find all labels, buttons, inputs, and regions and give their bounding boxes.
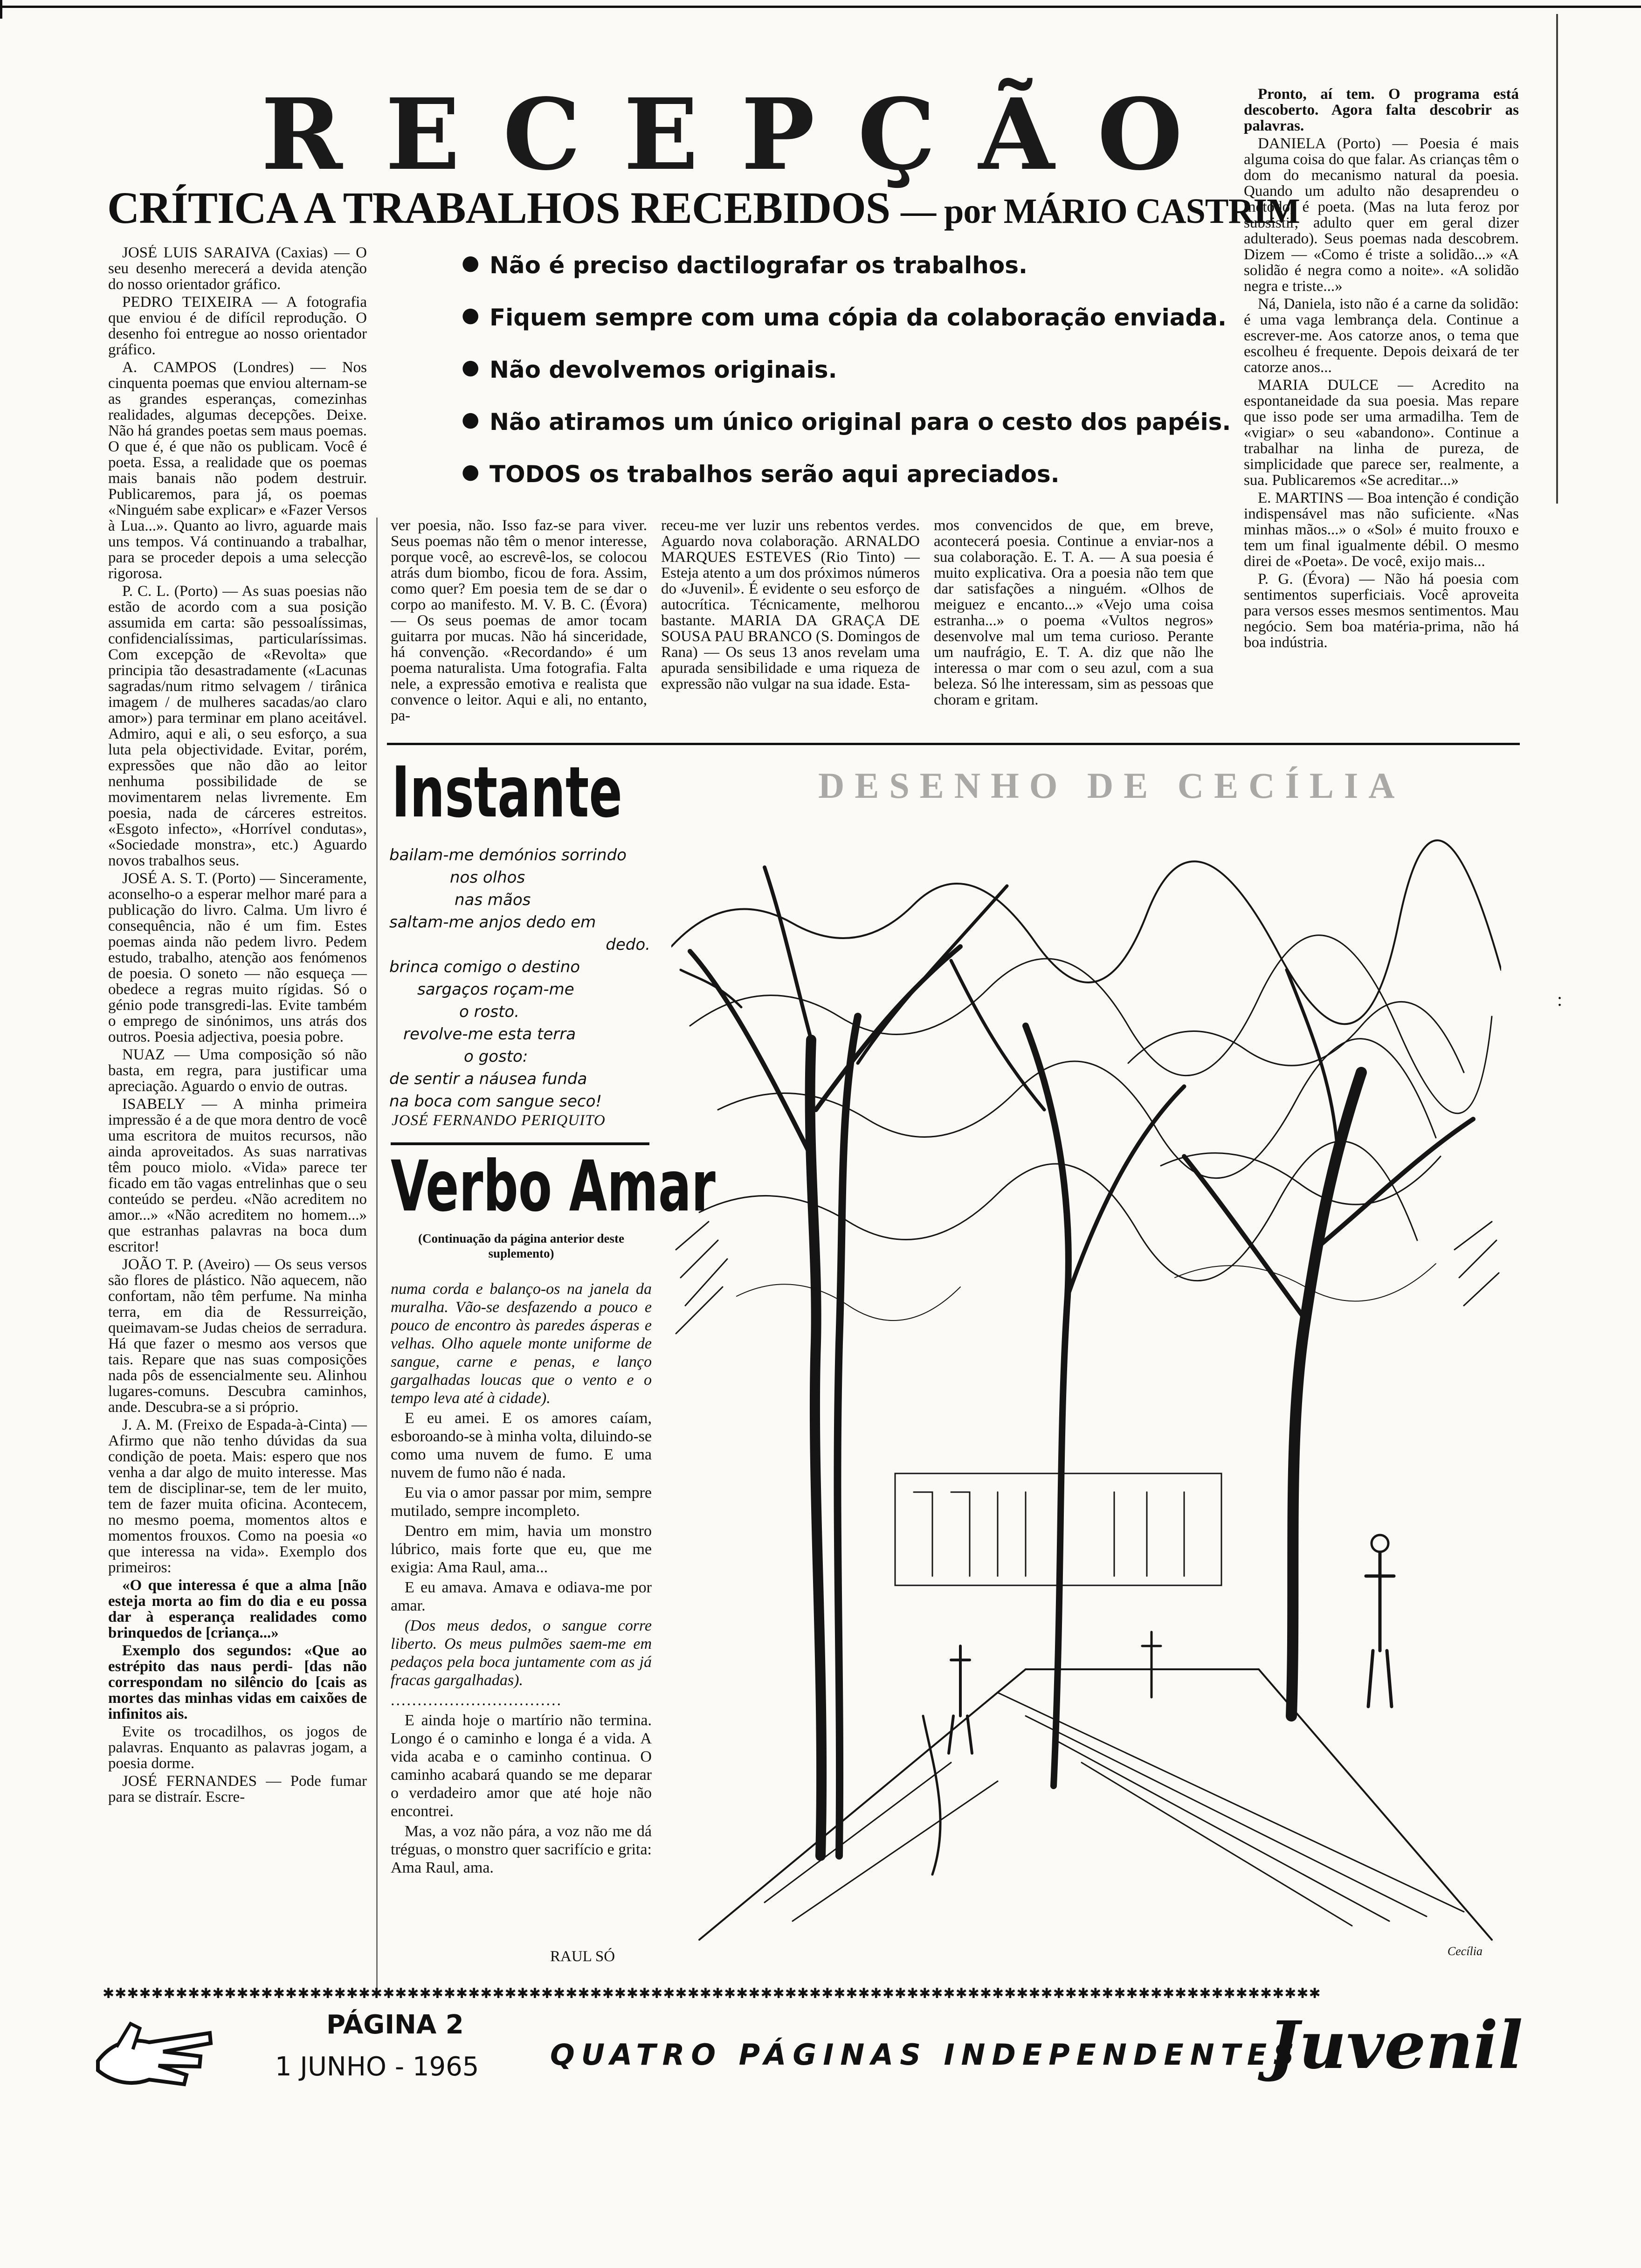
critique-entry: PEDRO TEIXEIRA — A fotografia que enviou é de difícil reprodução. O desenho foi entregue ao nosso orientador gráfico.: [108, 294, 367, 358]
poem-line: nos olhos: [450, 868, 525, 887]
pointing-hand-icon: [93, 2005, 219, 2098]
poem-line: de sentir a náusea funda: [389, 1070, 587, 1088]
verbo-text: [391, 1280, 652, 1961]
critique-entry: P. C. L. (Porto) — As suas poesias não estão de acordo com a sua posição assumida em carta: são pessoalíssimas, confidencialíssimas, particularíssimas. Com excepção de «Revolta» que principia tão desastradamente («Lacunas sagradas/num ritmo selvagem / tirânica imagem / de mulheres sacadas/ao claro amor») para terminar em plano aceitável. Admiro, aqui e ali, o seu esforço, a sua luta pela objectividade. Evitar, porém, expressões que não dão ao leitor nenhuma possibilidade de se movimentarem nelas livremente. Em poesia, nada de cárceres estreitos. «Esgoto infecto», «Horrível condutas», «Sociedade monstra», etc.) Aguardo novos trabalhos seus.: [108, 583, 367, 869]
page-number: PÁGINA 2: [326, 2010, 464, 2040]
critique-entry: A. CAMPOS (Londres) — Nos cinquenta poemas que enviou alternam-se as grandes esperanças, comezinhas realidades, algumas decepções. Deixe. Não há grandes poetas sem maus poemas. O que é, é que não os publicam. Você é poeta. Essa, a realidade que os poemas mais banais não podem destruir. Publicaremos, para já, os poemas «Ninguém sabe explicar» e «Fazer Versos à Lua...». Quanto ao livro, aguarde mais uns tempos. Vá continuando a trabalhar, para se proceder depois a uma selecção rigorosa.: [108, 359, 367, 582]
verbo-para: Eu via o amor passar por mim, sempre mutilado, sempre incompleto.: [391, 1484, 652, 1520]
verbo-para: E eu amei. E os amores caíam, esboroando-se à minha volta, diluindo-se como uma nuvem de fumo. E uma nuvem de fumo não é nada.: [391, 1410, 652, 1481]
poem-line: bailam-me demónios sorrindo: [389, 846, 627, 864]
verbo-para: numa corda e balanço-os na janela da muralha. Vão-se desfazendo a pouco e pouco de encontro às paredes ásperas e velhas. Olho aquele monte uniforme de sangue, carne e penas, e lanço gargalhadas loucas que o vento e o tempo leva até à cidade).: [391, 1280, 652, 1407]
critique-entry: E. MARTINS — Boa intenção é condição indispensável mas não suficiente. «Nas minhas mãos...» o «Sol» é muito frouxo e tem um final igualmente débil. O mesmo direi de «Poeta». De você, exijo mais...: [1244, 490, 1519, 570]
section-rule: [387, 743, 1520, 745]
critique-column-4: [934, 518, 1214, 737]
critique-entry: DANIELA (Porto) — Poesia é mais alguma coisa do que falar. As crianças têm o dom do mecanismo natural da poesia. Quando um adulto não desaprendeu o método, é poeta. (Mas na luta feroz por subsistir, adulto quer em geral dizer adulterado). Seus poemas nada descobrem. Dizem — «Como é triste a solidão...» «A solidão é negra como a noite». «A solidão negra e triste...»: [1244, 135, 1519, 295]
poem-line: o rosto.: [459, 1003, 520, 1021]
top-left-mark: [0, 0, 2, 19]
verbo-dots: ................................: [391, 1692, 562, 1709]
verbo-title: Verbo Amar: [391, 1146, 716, 1227]
critique-column-2: [391, 518, 647, 737]
poem-line: brinca comigo o destino: [389, 958, 580, 976]
critique-entry: mos convencidos de que, em breve, acontecerá poesia. Continue a enviar-nos a sua colaboração. E. T. A. — A sua poesia é muito explicativa. Ora a poesia não tem que dar satisfações a ninguém. «Olhos de meiguez e encanto...» «Vejo uma coisa estranha...» o poema «Vultos negros» desenvolve mal um tema curioso. Perante um naufrágio, E. T. A. diz que não lhe interessa o mar com o seu azul, com a sua beleza. Só lhe interessam, sim as pessoas que choram e gritam.: [934, 518, 1214, 708]
rule-item: ● Não é preciso dactilografar os trabalhos.: [462, 252, 1254, 279]
top-rule: [0, 6, 1641, 8]
tree-sketch-image: [671, 830, 1501, 1968]
verbo-para: E ainda hoje o martírio não termina. Longo é o caminho e longa é a vida. A vida acaba e o caminho continua. O caminho acabará quando se me deparar o verdadeiro amor que até hoje não encontrei.: [391, 1712, 652, 1820]
critique-entry: JOSÉ LUIS SARAIVA (Caxias) — O seu desenho merecerá a devida atenção do nosso orientador gráfico.: [108, 245, 367, 293]
critique-entry: Pronto, aí tem. O programa está descoberto. Agora falta descobrir as palavras.: [1244, 86, 1519, 134]
poem-quote: «O que interessa é que a alma [não esteja morta ao fim do dia e eu possa dar à esperança realidades como brinquedos de [criança...»: [108, 1577, 367, 1641]
poem-line: revolve-me esta terra: [403, 1025, 576, 1044]
poem-line: saltam-me anjos dedo em: [389, 913, 596, 932]
rule-item: ● Não atiramos um único original para o cesto dos papéis.: [462, 408, 1254, 436]
drawing-signature: Cecília: [1447, 1944, 1482, 1958]
critique-column-3: [661, 518, 920, 737]
critique-column-1: [108, 245, 367, 1984]
critique-entry: JOÃO T. P. (Aveiro) — Os seus versos são flores de plástico. Não aquecem, não confortam, não têm perfume. Na minha terra, em dia de Ressurreição, queimavam-se Judas cheios de serradura. Há que fazer o mesmo aos versos que tais. Repare que nas suas composições nada pôs de essencialmente seu. Alinhou lugares-comuns. Descubra caminhos, ande. Descubra-se a si próprio.: [108, 1256, 367, 1416]
drawing-caption: DESENHO DE CECÍLIA: [818, 765, 1405, 806]
verbo-rule: [391, 1142, 649, 1145]
poem-line: sargaços roçam-me: [417, 980, 574, 999]
rule-item: ● TODOS os trabalhos serão aqui apreciados.: [462, 461, 1254, 488]
column-divider: [376, 518, 378, 1991]
verbo-para: E eu amava. Amava e odiava-me por amar.: [391, 1579, 652, 1614]
critique-entry: P. G. (Évora) — Não há poesia com sentimentos superficiais. Você aproveita para versos esses mesmos sentimentos. Mau negócio. Sem boa matéria-prima, não há boa indústria.: [1244, 571, 1519, 651]
critique-entry: JOSÉ FERNANDES — Pode fumar para se distraír. Escre-: [108, 1773, 367, 1805]
verbo-para: Mas, a voz não pára, a voz não me dá tréguas, o monstro quer sacrifício e grita: Ama Raul, ama.: [391, 1823, 652, 1876]
critique-entry: Evite os trocadilhos, os jogos de palavras. Enquanto as palavras jogam, a poesia dorme.: [108, 1723, 367, 1772]
sketch-drawing: [671, 830, 1501, 1968]
poem-line: nas mãos: [455, 891, 531, 909]
critique-entry: ver poesia, não. Isso faz-se para viver. Seus poemas não têm o menor interesse, porque você, ao escrevê-los, se colocou atrás dum biombo, ficou de fora. Assim, como quer? Em poesia tem de se dar o corpo ao manifesto. M. V. B. C. (Évora) — Os seus poemas de amor tocam guitarra por mucas. Não há sinceridade, há convenção. «Recordando» é um poema naturalista. Uma fotografia. Falta nele, a expressão emotiva e realista que convence o leitor. Aqui e ali, no entanto, pa-: [391, 518, 647, 724]
critique-entry: ISABELY — A minha primeira impressão é a de que mora dentro de você uma escritora de muitos recursos, não ainda aproveitados. As suas narrativas têm pouco miolo. «Vida» parece ter ficado em tão vagas entrelinhas que o seu conteúdo se perdeu. «Não acreditem no amor...» «Não acreditem no homem...» que estranhas palavras na boca dum escritor!: [108, 1096, 367, 1255]
section-subtitle: [107, 182, 1300, 234]
verbo-para: (Dos meus dedos, o sangue corre liberto. Os meus pulmões saem-me em pedaços pela boca juntamente com as já fracas gargalhadas).: [391, 1617, 652, 1689]
poem-line: dedo.: [606, 935, 650, 954]
verbo-author: RAUL SÓ: [550, 1948, 615, 1965]
poem-line: o gosto:: [464, 1047, 528, 1066]
critique-entry: J. A. M. (Freixo de Espada-à-Cinta) — Afirmo que não tenho dúvidas da sua condição de poeta. Mais: espero que nos venha a dar algo de muito interesse. Mas tem de disciplinar-se, tem de ler muito, tem de fazer muita oficina. Acontecem, no mesmo poema, momentos altos e momentos frouxos. Como na poesia «o que interessa na vida». Exemplo dos primeiros:: [108, 1417, 367, 1576]
verbo-note: (Continuação da página anterior deste suplemento): [418, 1231, 625, 1260]
verbo-para: Dentro em mim, havia um monstro lúbrico, mais forte que eu, que me exigia: Ama Raul, ama...: [391, 1522, 652, 1576]
poem-quote: Exemplo dos segundos: «Que ao estrépito das naus perdi- [das não correspondam no silêncio do [cais as mortes das minhas vidas em caixões de infinitos ais.: [108, 1642, 367, 1722]
byline: — por MÁRIO CASTRIM: [901, 192, 1300, 231]
margin-mark: :: [1557, 989, 1563, 1010]
issue-date: 1 JUNHO - 1965: [275, 2052, 479, 2082]
critique-entry: receu-me ver luzir uns rebentos verdes. Aguardo nova colaboração. ARNALDO MARQUES ESTEVES (Rio Tinto) — Esteja atento a um dos próximos números do «Juvenil». É evidente o seu esforço de autocrítica. Técnicamente, melhorou bastante. MARIA DA GRAÇA DE SOUSA PAU BRANCO (S. Domingos de Rana) — Os seus 13 anos revelam uma apurada sensibilidade e uma riqueza de expressão não vulgar na sua idade. Esta-: [661, 518, 920, 692]
footer-stars: ✱✱✱✱✱✱✱✱✱✱✱✱✱✱✱✱✱✱✱✱✱✱✱✱✱✱✱✱✱✱✱✱✱✱✱✱✱✱✱✱✱✱✱✱✱✱✱✱✱✱✱✱✱✱✱✱✱✱✱✱✱✱✱✱✱✱✱✱✱✱✱✱✱✱✱✱✱✱✱✱✱✱✱✱✱✱✱✱✱✱✱✱✱✱✱✱✱✱✱✱: [103, 1985, 1321, 2002]
critique-entry: NUAZ — Uma composição só não basta, em regra, para justificar uma apreciação. Aguardo o envio de outras.: [108, 1046, 367, 1095]
rule-item: ● Fiquem sempre com uma cópia da colaboração enviada.: [462, 304, 1254, 331]
instante-title: Instante: [392, 752, 622, 833]
critique-entry: JOSÉ A. S. T. (Porto) — Sinceramente, aconselho-o a esperar melhor maré para a publicação do livro. Calma. Um livro é consequência, não é um fim. Estes poemas ainda não pedem livro. Pedem estudo, trabalho, atenção aos fenómenos de poesia. O soneto — não esqueça — obedece a regras muito rígidas. Só o génio pode transgredi-las. Evite também o emprego de sinónimos, uns atrás dos outros. Poesia adjectiva, poesia pobre.: [108, 870, 367, 1045]
critique-entry: MARIA DULCE — Acredito na espontaneidade da sua poesia. Mas repare que isso pode ser uma armadilha. Tem de «vigiar» o seu «abandono». Continue a trabalhar na linha de pureza, de simplicidade que parece ser, realmente, a sua. Publicaremos «Se acreditar...»: [1244, 377, 1519, 489]
subtitle-text: CRÍTICA A TRABALHOS RECEBIDOS: [107, 183, 890, 233]
right-edge-rule: [1556, 14, 1558, 504]
instante-poem: [389, 844, 650, 1114]
masthead: RECEPÇÃO: [261, 77, 1226, 192]
juvenil-logo: Juvenil: [1268, 2007, 1523, 2084]
submission-rules: [462, 252, 1254, 513]
rule-item: ● Não devolvemos originais.: [462, 356, 1254, 383]
tagline: QUATRO PÁGINAS INDEPENDENTES: [550, 2038, 1301, 2072]
critique-entry: Ná, Daniela, isto não é a carne da solidão: é uma vaga lembrança dela. Continue a escrever-me. Aos catorze anos, o tema que escolheu é frequente. Depois deixará de ter catorze anos...: [1244, 296, 1519, 376]
poem-line: na boca com sangue seco!: [389, 1092, 602, 1111]
instante-author: JOSÉ FERNANDO PERIQUITO: [392, 1112, 606, 1129]
critique-column-5: [1244, 86, 1519, 739]
